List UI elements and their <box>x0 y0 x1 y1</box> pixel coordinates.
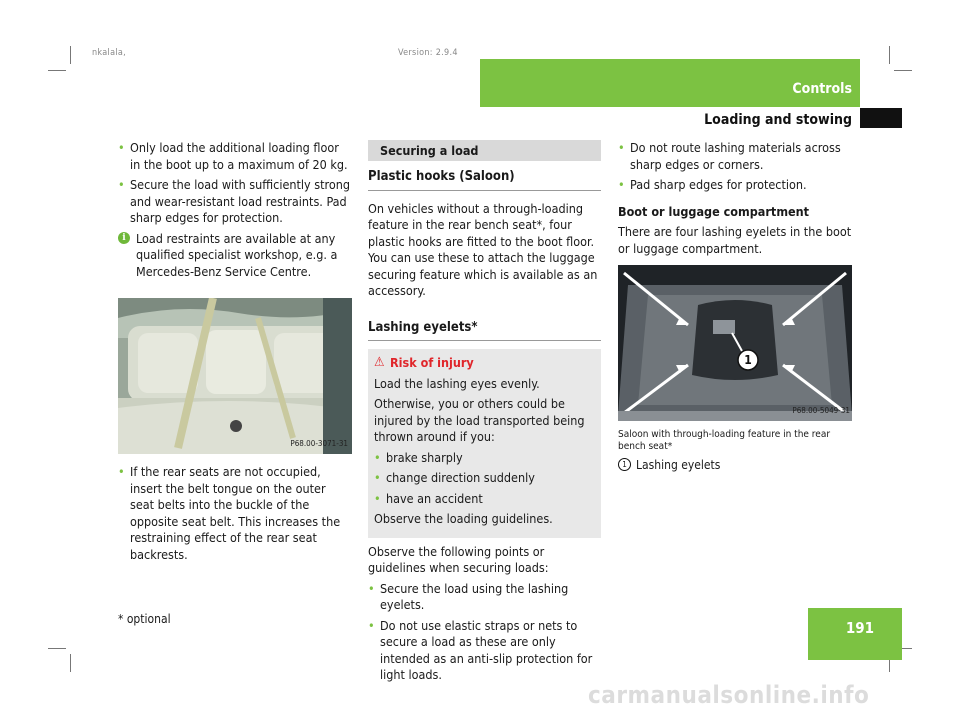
info-icon: i <box>118 232 130 244</box>
warning-line: Otherwise, you or others could be injured by the load transported being thrown around if you: <box>374 396 585 444</box>
bullet-icon: • <box>118 177 125 192</box>
warning-line: Load the lashing eyes evenly. <box>374 375 540 391</box>
bullet-icon: • <box>118 140 125 155</box>
legend-item: 1 Lashing eyelets <box>618 457 852 474</box>
warning-bullet: • change direction suddenly <box>374 470 535 485</box>
author-meta: nkalala, <box>92 48 127 58</box>
bullet-icon: • <box>374 490 381 506</box>
column-1 <box>118 140 351 567</box>
section-tab <box>480 59 860 107</box>
bullet-item: • Do not route lashing materials across sharp edges or corners. <box>618 140 841 172</box>
crop-mark <box>894 70 912 71</box>
bullet-item: • Do not use elastic straps or nets to secure a load as these are only intended as an anti-slip protection for light loads. <box>368 617 593 682</box>
footnote: * optional <box>118 612 171 626</box>
bullet-item: • Secure the load with sufficiently strong and wear-resistant load restraints. Pad sharp edges for protection. <box>118 177 351 225</box>
warning-title: ⚠ Risk of injury <box>374 355 474 370</box>
warning-bullet: • brake sharply <box>374 449 463 465</box>
bullet-item: • If the rear seats are not occupied, insert the belt tongue on the outer seat belts into the buckle of the opposite seat belt. This increases the restraining effect of the rear seat backrests. <box>118 464 341 562</box>
subheading-lashing-eyelets: Lashing eyelets* <box>368 312 601 342</box>
crop-mark <box>70 654 71 672</box>
bullet-icon: • <box>374 449 381 465</box>
column-3 <box>618 140 852 474</box>
bullet-icon: • <box>618 140 625 155</box>
paragraph: Observe the following points or guidelines when securing loads: <box>368 543 549 575</box>
warning-bullet: • have an accident <box>374 490 483 506</box>
section-title: Securing a load <box>368 140 601 161</box>
boot-image <box>618 265 852 421</box>
column-2 <box>368 140 601 688</box>
bullet-icon: • <box>118 464 125 479</box>
rear-seat-image <box>118 298 352 454</box>
boot-illustration <box>618 265 852 421</box>
page-number: 191 <box>845 619 874 637</box>
bullet-item: • Pad sharp edges for protection. <box>618 177 807 192</box>
paragraph: There are four lashing eyelets in the boot or luggage compartment. <box>618 224 852 256</box>
version-meta: Version: 2.9.4 <box>398 48 458 58</box>
paragraph: On vehicles without a through-loading feature in the rear bench seat*, four plastic hooks are fitted to the boot floor. You can use these to attach the luggage securing feature which is available as an accessory. <box>368 200 598 298</box>
crop-mark <box>48 70 66 71</box>
rear-seat-illustration <box>118 298 352 454</box>
section-tab-label: Controls <box>792 81 852 97</box>
bullet-item: • Secure the load using the lashing eyelets. <box>368 580 569 612</box>
image-caption: Saloon with through-loading feature in the rear bench seat* <box>618 429 831 452</box>
warning-box <box>368 349 601 538</box>
subheading-boot: Boot or luggage compartment <box>618 203 810 219</box>
header-black-marker <box>860 108 902 128</box>
callout-number: 1 <box>744 353 752 367</box>
crop-mark <box>889 46 890 64</box>
bullet-icon: • <box>368 617 375 633</box>
watermark: carmanualsonline.info <box>588 681 870 709</box>
warning-closing: Observe the loading guidelines. <box>374 511 553 526</box>
crop-mark <box>70 46 71 64</box>
warning-triangle-icon: ⚠ <box>374 355 385 370</box>
image-code: P68.00-5049-31 <box>792 405 850 415</box>
page-number-box <box>808 608 902 660</box>
subheading-plastic-hooks: Plastic hooks (Saloon) <box>368 161 601 191</box>
bullet-icon: • <box>374 470 381 485</box>
bullet-icon: • <box>368 580 375 596</box>
image-code: P68.00-3071-31 <box>290 438 348 448</box>
bullet-icon: • <box>618 177 625 192</box>
bullet-item: • Only load the additional loading floor in the boot up to a maximum of 20 kg. <box>118 140 348 172</box>
legend-number-icon: 1 <box>618 458 631 471</box>
chapter-title: Loading and stowing <box>704 112 852 128</box>
crop-mark <box>48 648 66 649</box>
info-note: i Load restraints are available at any qualified specialist workshop, e.g. a Mercedes-Benz Service Centre. <box>118 231 351 281</box>
